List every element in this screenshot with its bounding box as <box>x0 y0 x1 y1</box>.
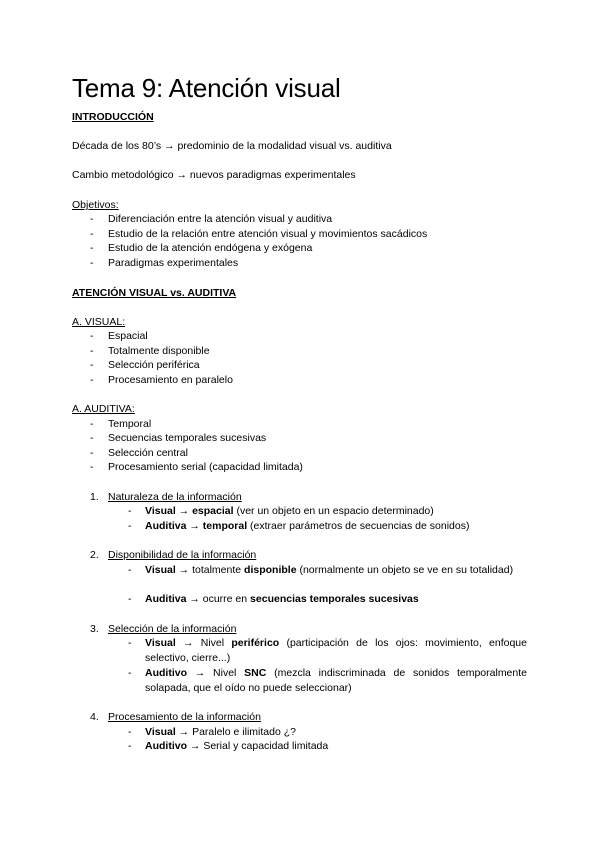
bullet-dash: - <box>128 564 132 576</box>
objective-item: Paradigmas experimentales <box>108 257 239 269</box>
sub-arrow: → ocurre en <box>186 593 251 605</box>
visual-item: Procesamiento en paralelo <box>108 374 233 386</box>
sub-item <box>145 725 296 740</box>
sub-arrow: → Serial y capacidad limitada <box>187 740 329 752</box>
bullet-dash: - <box>128 667 132 679</box>
bullet-dash: - <box>90 213 94 225</box>
sub-label: Visual <box>145 505 176 517</box>
sub-bold: espacial <box>192 505 234 517</box>
list-number: 1. <box>90 491 99 503</box>
sub-label: Auditiva <box>145 593 187 605</box>
sub-bold: secuencias temporales sucesivas <box>250 593 419 605</box>
sub-arrow: → Nivel <box>175 637 232 649</box>
sub-arrow: → <box>175 505 193 517</box>
sub-rest: (ver un objeto en un espacio determinado) <box>233 505 434 517</box>
numbered-heading: Disponibilidad de la información <box>108 549 257 561</box>
sub-arrow: → totalmente <box>175 564 245 576</box>
bullet-dash: - <box>90 374 94 386</box>
sub-bold: periférico <box>231 637 280 649</box>
sub-item <box>145 739 328 754</box>
intro-line-2: Cambio metodológico → nuevos paradigmas experimentales <box>72 169 356 181</box>
visual-item: Totalmente disponible <box>108 345 210 357</box>
bullet-dash: - <box>128 740 132 752</box>
sub-item <box>145 636 527 665</box>
sub-item <box>145 666 527 695</box>
objective-item: Estudio de la relación entre atención visual y movimientos sacádicos <box>108 228 428 240</box>
numbered-heading: Naturaleza de la información <box>108 491 242 503</box>
auditiva-item: Temporal <box>108 418 152 430</box>
sub-label: Auditivo <box>145 667 187 679</box>
list-number: 4. <box>90 711 99 723</box>
bullet-dash: - <box>128 593 132 605</box>
intro-heading: INTRODUCCIÓN <box>72 111 154 123</box>
section-heading: ATENCIÓN VISUAL vs. AUDITIVA <box>72 287 237 299</box>
bullet-dash: - <box>90 257 94 269</box>
sub-label: Auditivo <box>145 740 187 752</box>
sub-bold: disponible <box>244 564 297 576</box>
sub-rest: (participación de los ojos: movimiento, enfoque selectivo, cierre...) <box>145 637 527 664</box>
bullet-dash: - <box>90 432 94 444</box>
sub-item <box>145 563 527 578</box>
intro-line-1: Década de los 80’s → predominio de la modalidad visual vs. auditiva <box>72 140 392 152</box>
bullet-dash: - <box>90 242 94 254</box>
bullet-dash: - <box>90 345 94 357</box>
sub-arrow: → <box>186 520 203 532</box>
sub-label: Visual <box>145 564 176 576</box>
sub-rest: (normalmente un objeto se ve en su totalidad) <box>296 564 514 576</box>
sub-item <box>145 519 469 534</box>
auditiva-item: Selección central <box>108 447 188 459</box>
sub-item <box>145 504 434 519</box>
list-number: 2. <box>90 549 99 561</box>
sub-arrow: → Nivel <box>187 667 245 679</box>
sub-label: Auditiva <box>145 520 187 532</box>
sub-label: Visual <box>145 726 176 738</box>
bullet-dash: - <box>90 228 94 240</box>
bullet-dash: - <box>90 359 94 371</box>
bullet-dash: - <box>90 447 94 459</box>
visual-label: A. VISUAL: <box>72 316 126 328</box>
auditiva-label: A. AUDITIVA: <box>72 403 135 415</box>
sub-bold: SNC <box>244 667 267 679</box>
bullet-dash: - <box>128 505 132 517</box>
list-number: 3. <box>90 623 99 635</box>
numbered-heading: Selección de la información <box>108 623 237 635</box>
visual-item: Selección periférica <box>108 359 200 371</box>
objective-item: Estudio de la atención endógena y exógena <box>108 242 313 254</box>
bullet-dash: - <box>128 520 132 532</box>
sub-label: Visual <box>145 637 176 649</box>
sub-bold: temporal <box>202 520 248 532</box>
bullet-dash: - <box>90 461 94 473</box>
numbered-heading: Procesamiento de la información <box>108 711 261 723</box>
sub-rest: (mezcla indiscriminada de sonidos temporalmente solapada, que el oído no puede seleccionar) <box>145 667 527 694</box>
bullet-dash: - <box>128 726 132 738</box>
visual-item: Espacial <box>108 330 148 342</box>
auditiva-item: Procesamiento serial (capacidad limitada) <box>108 461 303 473</box>
objective-item: Diferenciación entre la atención visual y auditiva <box>108 213 333 225</box>
sub-rest: (extraer parámetros de secuencias de sonidos) <box>247 520 470 532</box>
sub-item <box>145 592 419 607</box>
objectives-label: Objetivos: <box>72 199 119 211</box>
bullet-dash: - <box>128 637 132 649</box>
page-title: Tema 9: Atención visual <box>72 73 341 103</box>
sub-arrow: → Paralelo e ilimitado ¿? <box>175 726 296 738</box>
bullet-dash: - <box>90 330 94 342</box>
auditiva-item: Secuencias temporales sucesivas <box>108 432 267 444</box>
bullet-dash: - <box>90 418 94 430</box>
